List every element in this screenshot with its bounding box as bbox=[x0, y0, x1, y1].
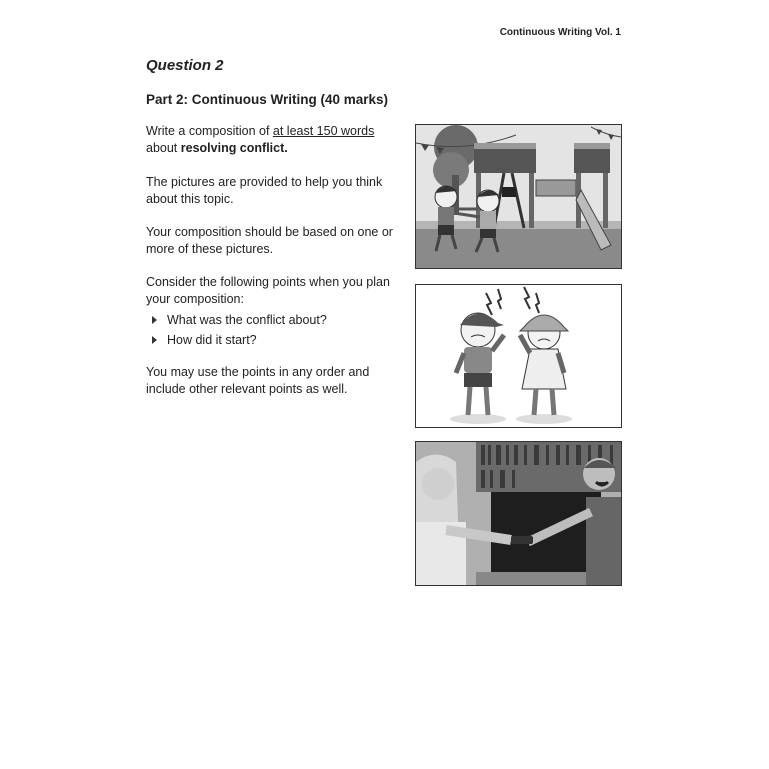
instruction-paragraph-4: Consider the following points when you plan your composition: bbox=[146, 275, 390, 306]
bullet-triangle-icon bbox=[152, 336, 157, 344]
topic: resolving conflict. bbox=[180, 141, 288, 155]
list-item bbox=[152, 310, 327, 330]
point-text: What was the conflict about? bbox=[167, 313, 327, 327]
question-title: Question 2 bbox=[146, 57, 224, 74]
instruction-paragraph-2: The pictures are provided to help you think about this topic. bbox=[146, 175, 383, 206]
bullet-triangle-icon bbox=[152, 316, 157, 324]
children-tugging-photo bbox=[415, 441, 622, 586]
part-heading: Part 2: Continuous Writing (40 marks) bbox=[146, 92, 389, 107]
instruction-paragraph-3: Your composition should be based on one or more of these pictures. bbox=[146, 225, 393, 256]
points-list bbox=[152, 310, 327, 350]
list-item bbox=[152, 330, 327, 350]
playground-fight-picture bbox=[415, 124, 622, 269]
instruction-paragraph-5: You may use the points in any order and include other relevant points as well. bbox=[146, 365, 370, 396]
instruction-text: Write a composition of bbox=[146, 124, 273, 138]
word-count-requirement: at least 150 words bbox=[272, 124, 375, 138]
point-text: How did it start? bbox=[167, 333, 257, 347]
instruction-text: about bbox=[146, 141, 181, 155]
angry-children-picture bbox=[415, 284, 622, 428]
instruction-paragraph-1 bbox=[146, 123, 404, 157]
running-header: Continuous Writing Vol. 1 bbox=[499, 27, 621, 38]
